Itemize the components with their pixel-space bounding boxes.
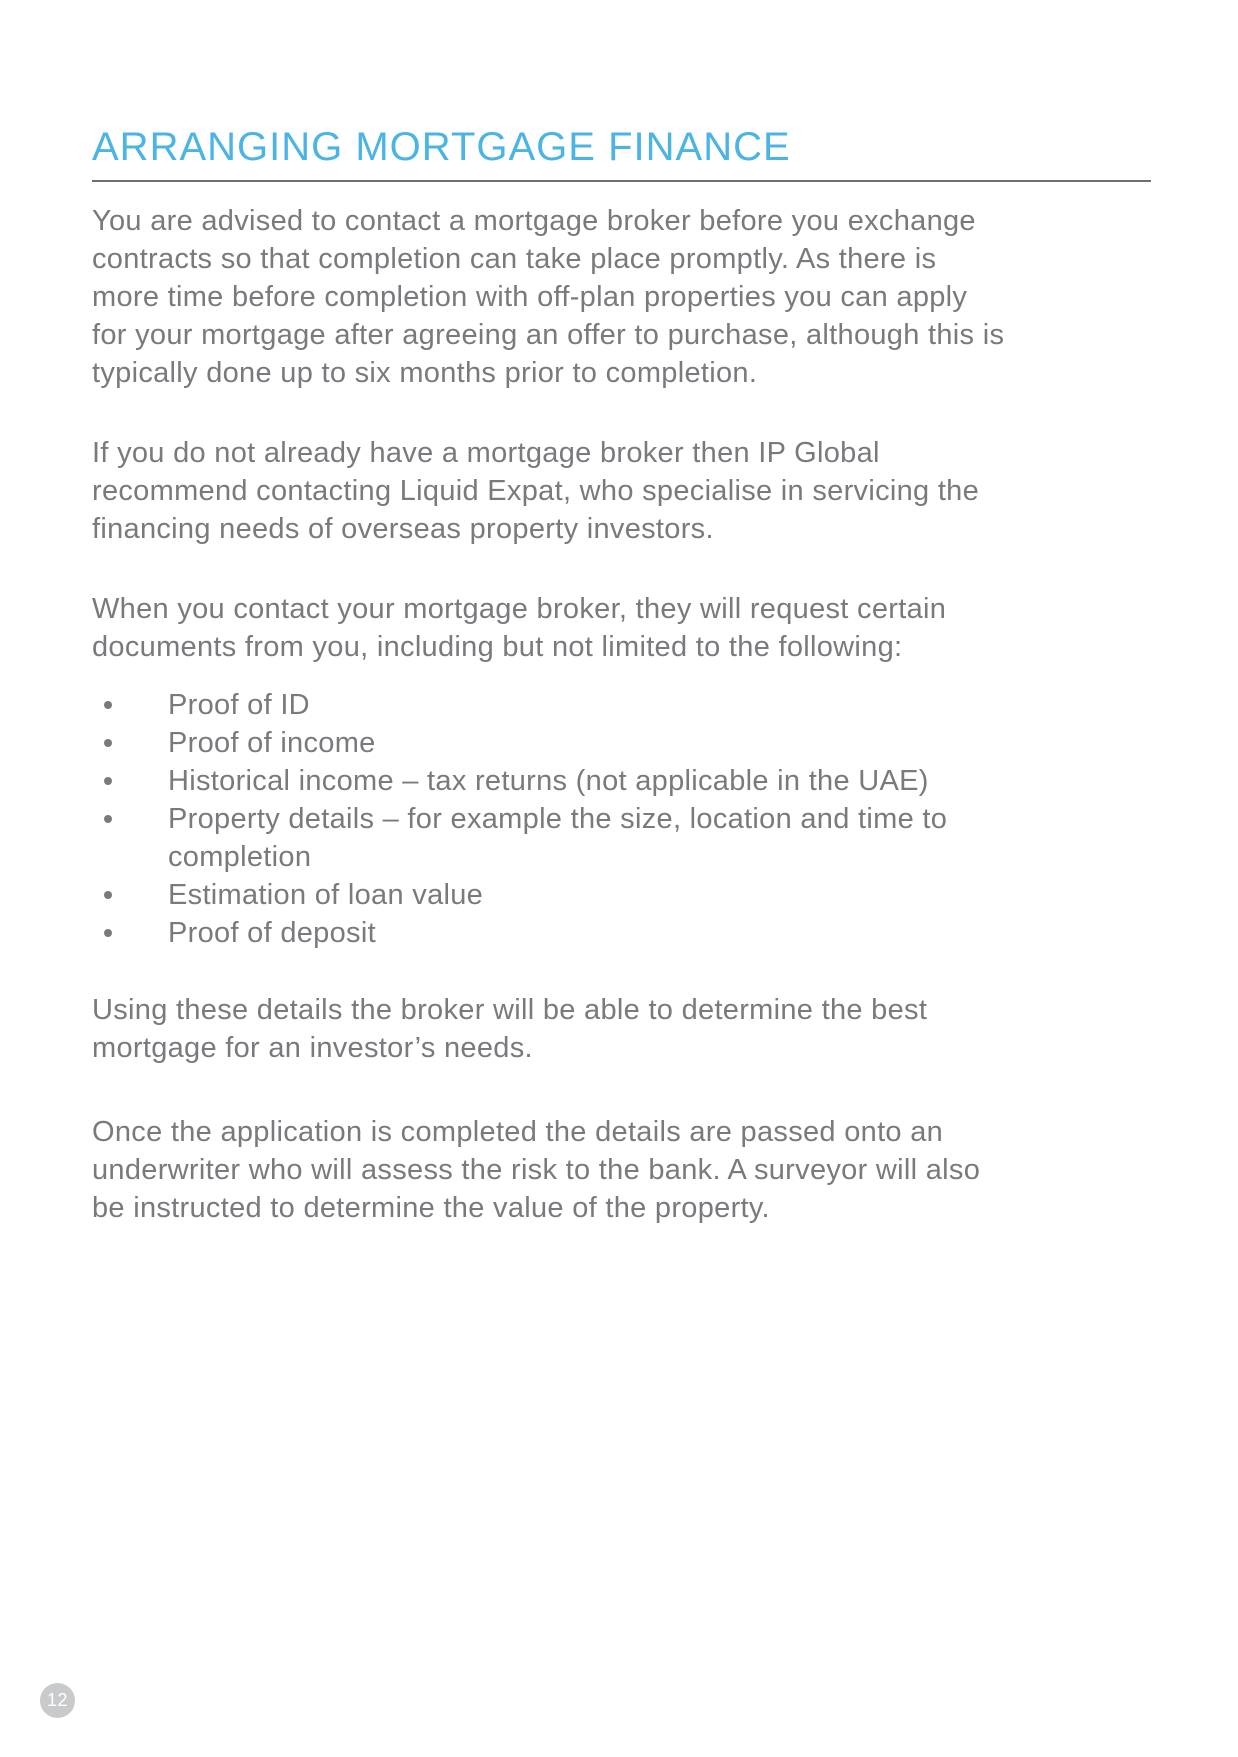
bullet-text: Proof of ID: [168, 689, 310, 721]
bullet-dot-icon: [104, 701, 112, 709]
paragraph: If you do not already have a mortgage broker then IP Global recommend contacting Liquid Expat, who specialise in servicing the financing needs of overseas property investors.: [92, 437, 980, 545]
bullet-list: [92, 686, 1158, 952]
bullet-item: [92, 914, 1158, 952]
bullet-item: [92, 724, 1158, 762]
bullet-item: [92, 686, 1158, 724]
bullet-text: Proof of deposit: [168, 917, 376, 949]
bullet-dot-icon: [104, 815, 112, 823]
bullet-item: [92, 876, 1158, 914]
paragraph: Using these details the broker will be able to determine the best mortgage for an investor’s needs.: [92, 994, 928, 1064]
bullet-text: Property details – for example the size, location and time to completion: [168, 803, 948, 873]
bullet-dot-icon: [104, 777, 112, 785]
bullet-item: [92, 800, 1158, 876]
page-number-badge: [40, 1683, 75, 1718]
bullet-dot-icon: [104, 739, 112, 747]
paragraph: Once the application is completed the details are passed onto an underwriter who will assess the risk to the bank. A surveyor will also be instructed to determine the value of the property.: [92, 1116, 981, 1224]
bullet-text: Historical income – tax returns (not applicable in the UAE): [168, 765, 929, 797]
page-content: [92, 202, 1158, 1227]
bullet-dot-icon: [104, 929, 112, 937]
page-title: ARRANGING MORTGAGE FINANCE: [92, 125, 791, 169]
title-rule: [92, 180, 1151, 182]
bullet-text: Estimation of loan value: [168, 879, 484, 911]
bullet-dot-icon: [104, 891, 112, 899]
paragraph: When you contact your mortgage broker, they will request certain documents from you, including but not limited to the following:: [92, 593, 947, 663]
bullet-text: Proof of income: [168, 727, 376, 759]
bullet-item: [92, 762, 1158, 800]
paragraph: You are advised to contact a mortgage broker before you exchange contracts so that completion can take place promptly. As there is more time before completion with off-plan properties you can apply for your mortgage after agreeing an offer to purchase, although this is typically done up to six months prior to completion.: [92, 205, 1005, 389]
page-number: 12: [46, 1690, 69, 1710]
